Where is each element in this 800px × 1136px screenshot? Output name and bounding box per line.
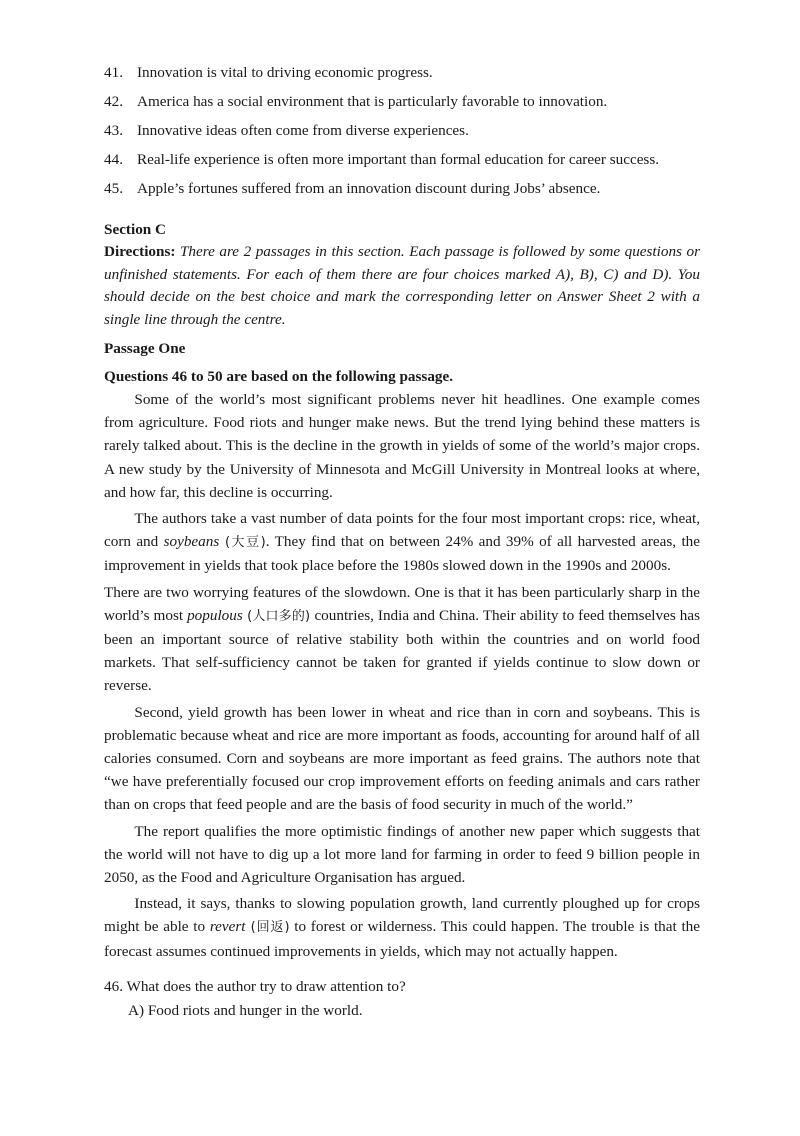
- directions-label: Directions:: [104, 243, 176, 260]
- passage-paragraph-4: Second, yield growth has been lower in wheat and rice than in corn and soybeans. This is problematic because wheat and rice are more important as foods, accounting for around half of all calories consumed. Corn and soybeans are more important as feed grains. The authors note that “we have preferentially focused our crop improvement efforts on feeding animals and cars rather than on crops that feed people and are the basis of food security in much of the world.”: [104, 703, 700, 814]
- paragraph-text: There are two worrying features of the slowdown. One is that it has been particularly sharp in the world’s most: [104, 583, 700, 624]
- exam-page: [104, 58, 700, 1023]
- statement-number: 41.: [104, 64, 123, 81]
- paragraph-text: to forest or wilderness. This could happen. The trouble is that the forecast assumes continued improvements in yields, which may not actually happen.: [104, 918, 701, 960]
- directions-text: There are 2 passages in this section. Each passage is followed by some questions or unfinished statements. For each of them there are four choices marked A), B), C) and D). You should decide on the best choice and mark the corresponding letter on Answer Sheet 2 with a single line through the centre.: [104, 243, 701, 328]
- vocab-gloss: (人口多的): [242, 608, 315, 624]
- vocab-term: revert: [209, 918, 246, 936]
- paragraph-text: . They find that on between 24% and 39% of all harvested areas, the improvement in yields that took place before the 1980s slowed down in the 1990s and 2000s.: [104, 533, 700, 575]
- passage-paragraph-1: Some of the world’s most significant problems never hit headlines. One example comes from agriculture. Food riots and hunger make news. But the trend lying behind these matters is rarely talked about. This is the decline in the growth in yields of some of the world’s major crops. A new study by the University of Minnesota and McGill University in Montreal looks at where, and how far, this decline is occurring.: [104, 391, 700, 501]
- statement-41: [104, 58, 700, 87]
- statement-list: [104, 58, 700, 203]
- vocab-term: soybeans: [163, 533, 220, 551]
- statement-text: America has a social environment that is particularly favorable to innovation.: [137, 93, 608, 110]
- statement-number: 42.: [104, 93, 123, 110]
- passage-paragraph-2: [104, 507, 700, 578]
- passage-title: Passage One: [104, 340, 186, 357]
- section-directions: [104, 241, 700, 331]
- paragraph-text: The authors take a vast number of data points for the four most important crops: rice, wheat, corn and: [104, 510, 700, 551]
- statement-44: [104, 145, 700, 174]
- statement-43: [104, 116, 700, 145]
- passage-paragraph-6: [104, 892, 700, 963]
- vocab-gloss: (回返): [245, 920, 290, 936]
- vocab-term: populous: [187, 606, 243, 624]
- statement-42: [104, 87, 700, 116]
- vocab-gloss: (大豆): [219, 535, 266, 551]
- questions-note: Questions 46 to 50 are based on the following passage.: [104, 368, 454, 385]
- statement-number: 45.: [104, 180, 123, 197]
- statement-45: [104, 174, 700, 203]
- paragraph-text: countries, India and China. Their ability to feed themselves has been an important source of relative stability both within the countries and on world food markets. That self-sufficiency cannot be taken for granted if yields continue to slow down or reverse.: [104, 606, 700, 695]
- section-title: Section C: [104, 221, 167, 238]
- statement-number: 44.: [104, 151, 123, 168]
- statement-text: Innovation is vital to driving economic progress.: [137, 64, 433, 81]
- statement-text: Apple’s fortunes suffered from an innovation discount during Jobs’ absence.: [137, 180, 601, 197]
- statement-text: Innovative ideas often come from diverse experiences.: [137, 122, 469, 139]
- question-46: 46. What does the author try to draw attention to?: [104, 977, 406, 995]
- paragraph-text: Instead, it says, thanks to slowing population growth, land currently ploughed up for crops might be able to: [104, 895, 700, 936]
- answer-option-a[interactable]: A) Food riots and hunger in the world.: [128, 1001, 363, 1019]
- statement-text: Real-life experience is often more important than formal education for career success.: [137, 151, 660, 168]
- statement-number: 43.: [104, 122, 123, 139]
- passage-paragraph-3: [104, 581, 700, 698]
- passage-paragraph-5: The report qualifies the more optimistic findings of another new paper which suggests that the world will not have to dig up a lot more land for farming in order to feed 9 billion people in 2050, as the Food and Agriculture Organisation has argued.: [104, 822, 700, 887]
